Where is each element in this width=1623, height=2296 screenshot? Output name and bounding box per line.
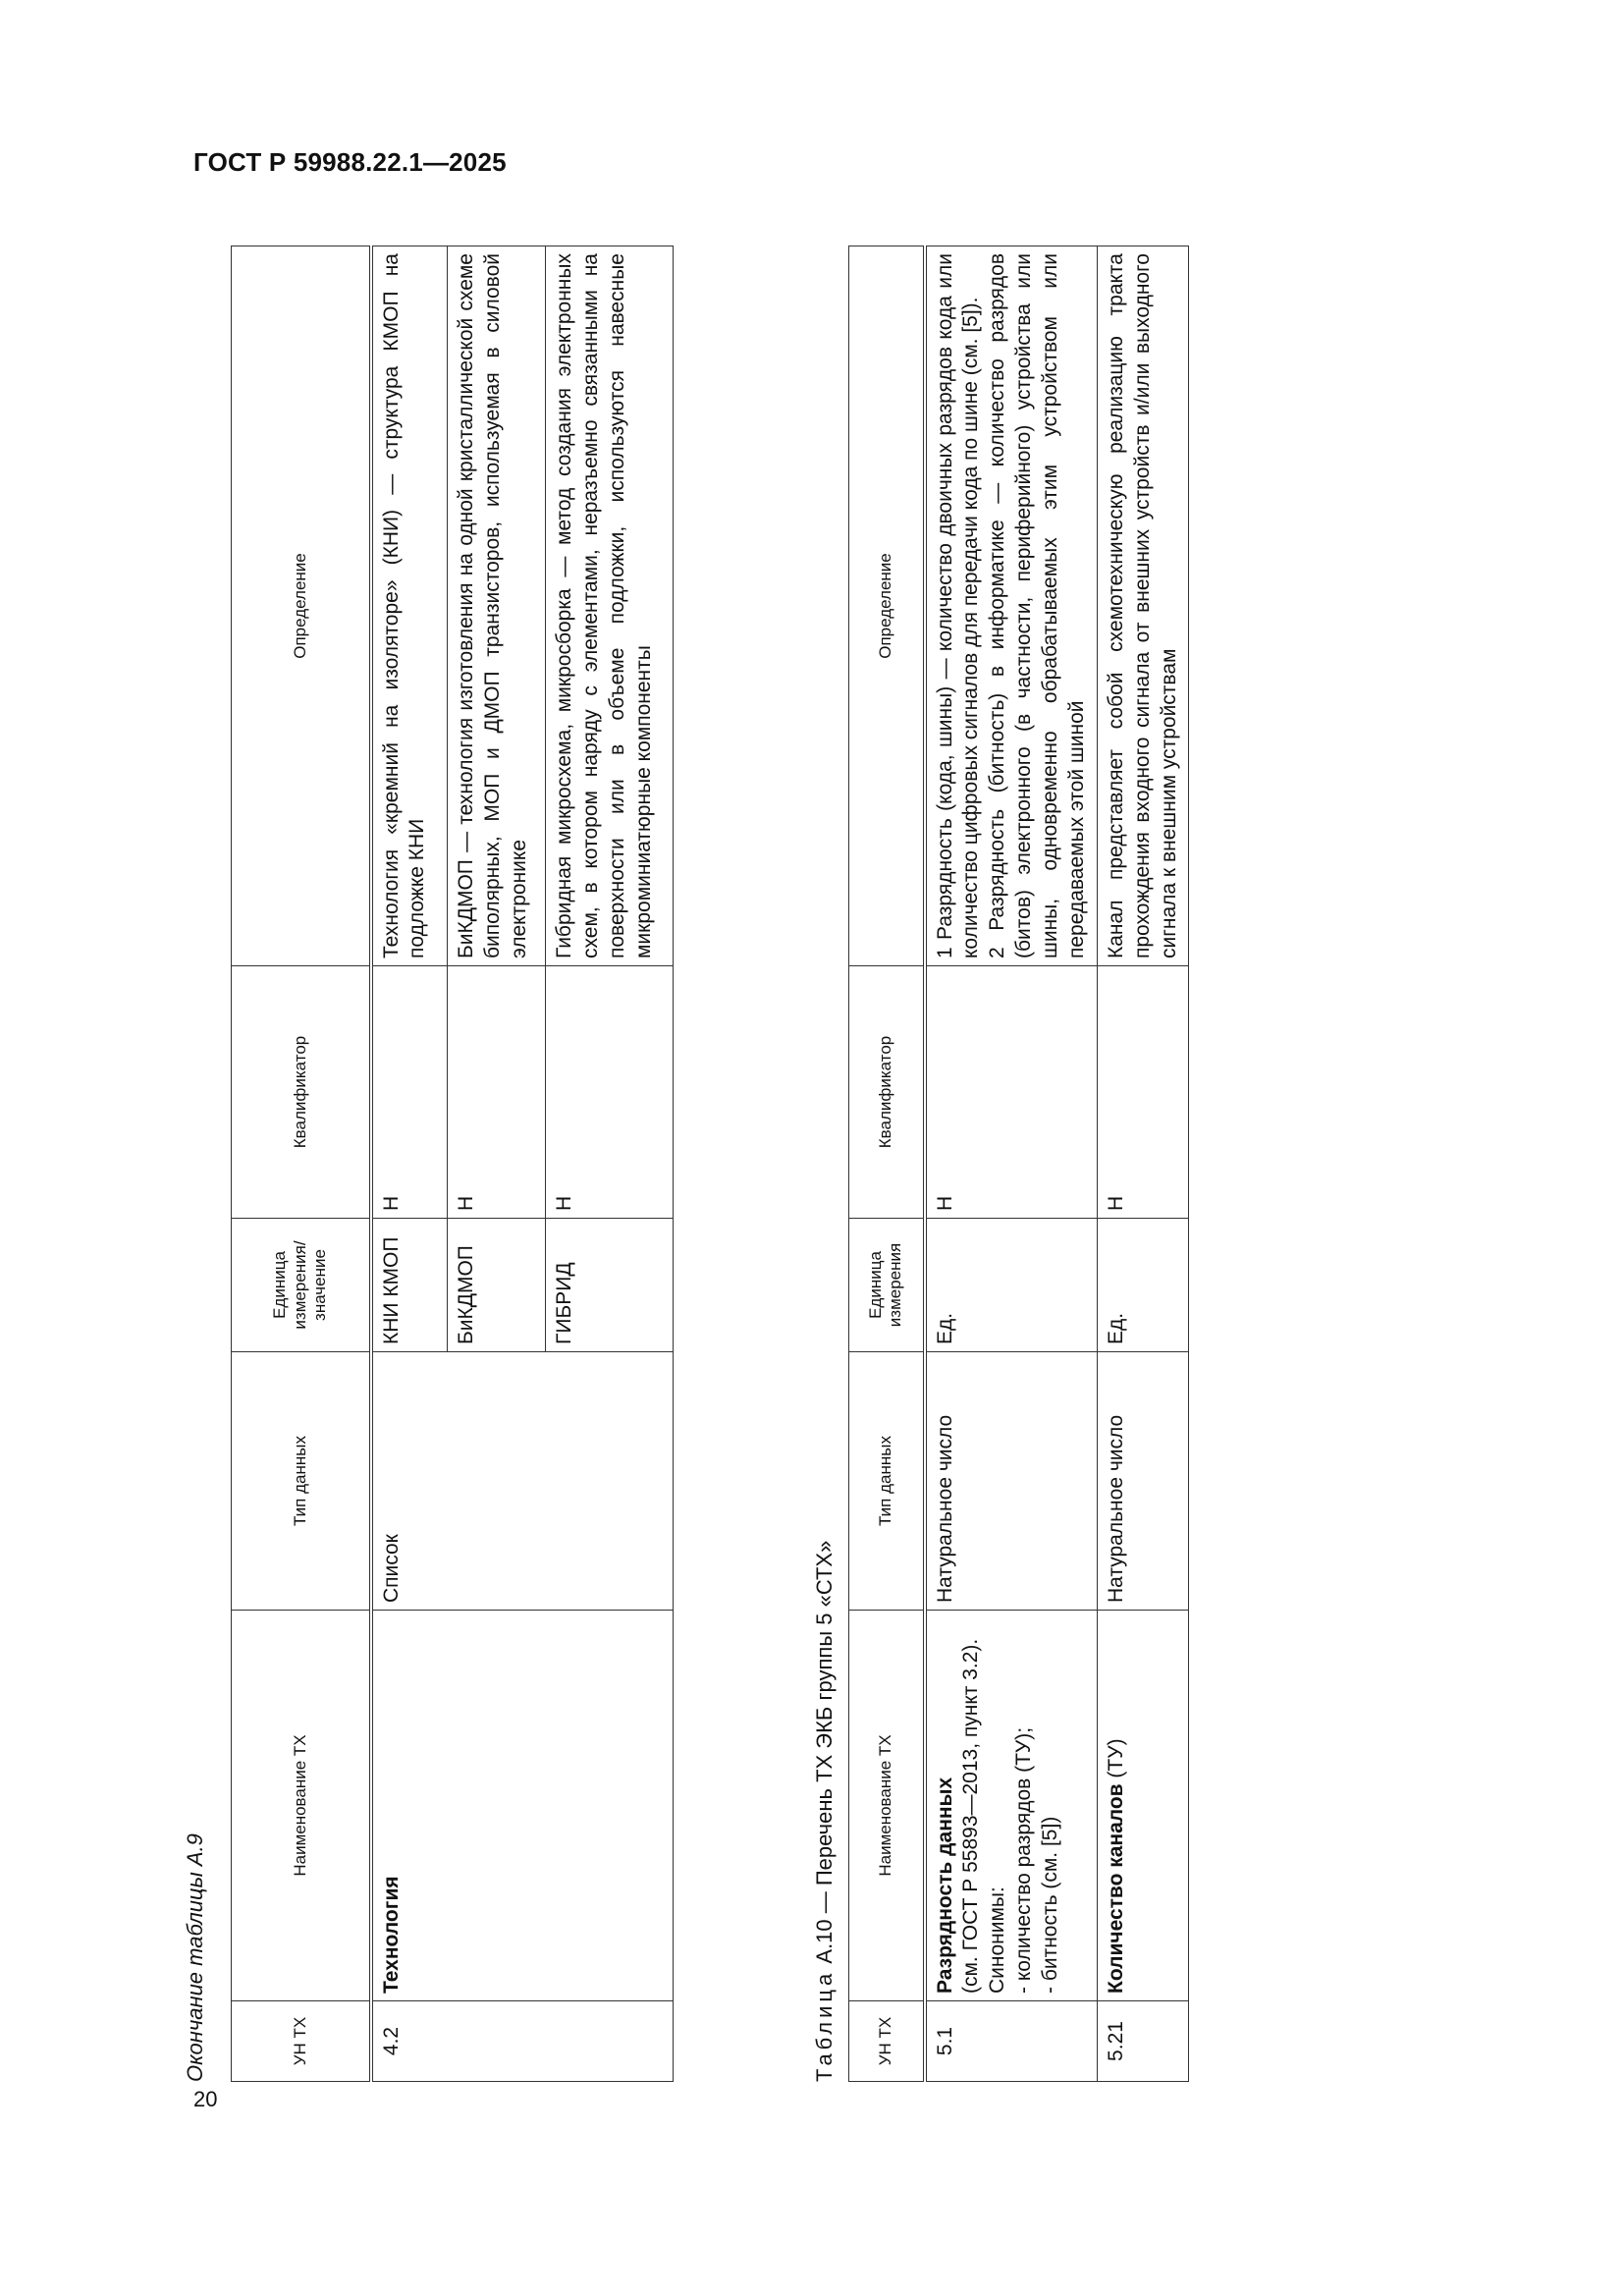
column-header: Единица измерения	[849, 1219, 925, 1352]
table-row	[371, 246, 448, 2082]
table-header-row	[849, 246, 925, 2082]
column-header: Квалификатор	[232, 966, 371, 1219]
unit-cell: ГИБРИД	[546, 1219, 674, 1352]
un-cell: 4.2	[371, 2001, 674, 2082]
unit-cell: БиКДМОП	[448, 1219, 546, 1352]
qualifier-cell: Н	[1097, 966, 1189, 1219]
qualifier-cell: Н	[371, 966, 448, 1219]
name-text: Технология	[379, 1876, 403, 1994]
page-number: 20	[193, 2087, 218, 2111]
name-note: Синонимы:	[986, 1886, 1009, 1994]
name-suffix: (ТУ)	[1104, 1738, 1127, 1784]
column-header: УН ТХ	[849, 2001, 925, 2082]
definition-cell	[925, 246, 1098, 966]
unit-cell: Ед.	[925, 1219, 1098, 1352]
name-note: - битность (см. [5])	[1039, 1816, 1061, 1994]
definition-paragraph: 1 Разрядность (кода, шины) — количество двоичных разрядов кода или количество цифровых сигналов для передачи кода по шине (см. [5]).	[933, 253, 983, 958]
name-note: - количество разрядов (ТУ);	[1012, 1726, 1036, 1994]
qualifier-cell: Н	[925, 966, 1098, 1219]
type-cell: Список	[371, 1352, 674, 1611]
type-cell: Натуральное число	[1097, 1352, 1189, 1611]
table-row	[1097, 246, 1189, 2082]
table-caption	[812, 1541, 838, 2082]
name-cell	[1097, 1611, 1189, 2001]
table-a9	[231, 246, 674, 2082]
table-header-row	[232, 246, 371, 2082]
column-header: Определение	[232, 246, 371, 966]
column-header: Тип данных	[849, 1352, 925, 1611]
qualifier-cell: Н	[448, 966, 546, 1219]
name-note: (см. ГОСТ Р 55893—2013, пункт 3.2).	[959, 1638, 983, 1994]
column-header: Наименование ТХ	[232, 1611, 371, 2001]
column-header: Квалификатор	[849, 966, 925, 1219]
continuation-caption: Окончание таблицы А.9	[183, 1833, 207, 2082]
caption-prefix: Таблица	[812, 1969, 837, 2082]
column-header: УН ТХ	[232, 2001, 371, 2082]
name-cell	[925, 1611, 1098, 2001]
rotated-content	[177, 216, 1296, 2082]
unit-cell: Ед.	[1097, 1219, 1189, 1352]
name-text: Количество каналов	[1104, 1783, 1127, 1994]
table-a10	[848, 246, 1189, 2082]
name-text: Разрядность данных	[933, 1777, 956, 1994]
unit-cell: КНИ КМОП	[371, 1219, 448, 1352]
definition-cell: БиКДМОП — технология изготовления на одной кристаллической схеме биполярных, МОП и ДМОП транзисторов, используемая в силовой электронике	[448, 246, 546, 966]
definition-cell: Технология «кремний на изоляторе» (КНИ) — структура КМОП на подложке КНИ	[371, 246, 448, 966]
column-header: Единица измерения/ значение	[232, 1219, 371, 1352]
definition-cell: Гибридная микросхема, микросборка — метод создания электронных схем, в котором наряду с элементами, неразъемно связанными на поверхности или в объеме подложки, используются навесные микроминиатюрные компоненты	[546, 246, 674, 966]
document-header: ГОСТ Р 59988.22.1—2025	[193, 147, 507, 177]
column-header: Определение	[849, 246, 925, 966]
table-row	[925, 246, 1098, 2082]
un-cell: 5.21	[1097, 2001, 1189, 2082]
type-cell: Натуральное число	[925, 1352, 1098, 1611]
caption-text: А.10 — Перечень ТХ ЭКБ группы 5 «СТХ»	[812, 1540, 837, 1964]
qualifier-cell: Н	[546, 966, 674, 1219]
column-header: Наименование ТХ	[849, 1611, 925, 2001]
column-header: Тип данных	[232, 1352, 371, 1611]
definition-paragraph: 2 Разрядность (битность) в информатике — количество разрядов (битов) электронного (в частности, периферийного) устройства или шины, одновременно обрабатываемых этим устройством или передаваемых этой шиной	[986, 253, 1088, 958]
un-cell: 5.1	[925, 2001, 1098, 2082]
name-cell	[371, 1611, 674, 2001]
definition-cell: Канал представляет собой схемотехническую реализацию тракта прохождения входного сигнала от внешних устройств и/или выходного сигнала к внешним устройствам	[1097, 246, 1189, 966]
